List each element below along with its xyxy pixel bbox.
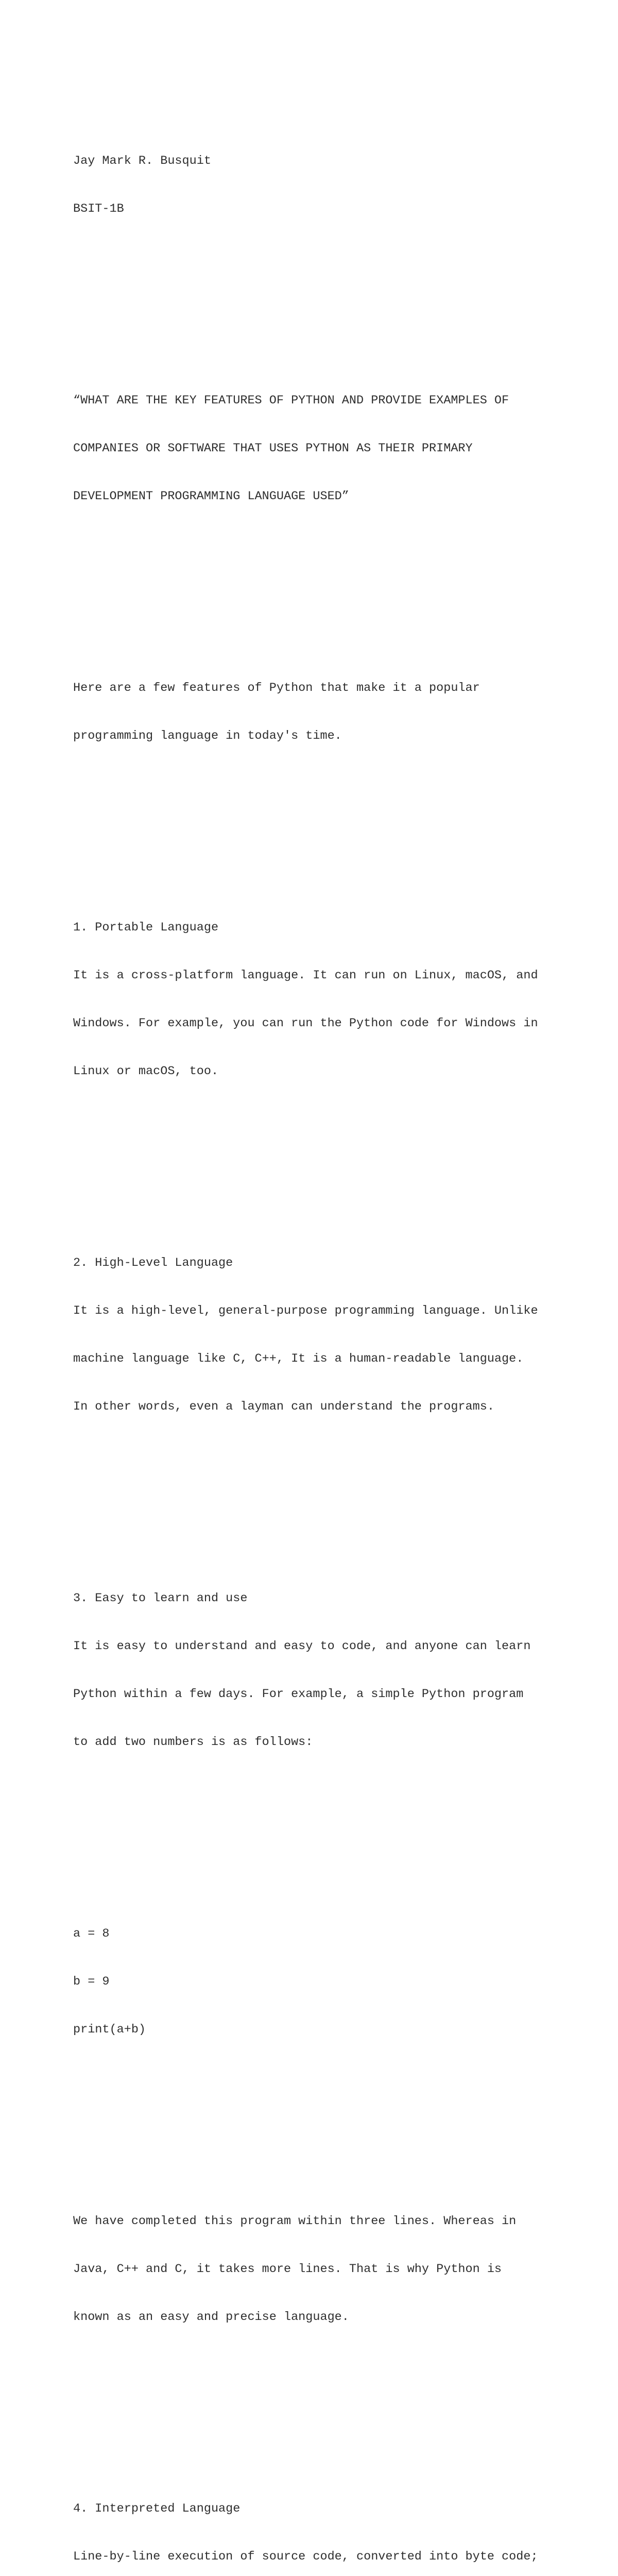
code-line: b = 9	[73, 1975, 110, 1989]
spacer	[73, 1495, 588, 1511]
feature-heading: 1. Portable Language	[73, 921, 219, 935]
note-line: Java, C++ and C, it takes more lines. That is why Python is	[73, 2262, 502, 2276]
author-name: Jay Mark R. Busquit	[73, 154, 211, 168]
question-title	[73, 361, 588, 536]
note-line: known as an easy and precise language.	[73, 2310, 349, 2324]
feature-high-level	[73, 1223, 588, 1447]
question-line: “WHAT ARE THE KEY FEATURES OF PYTHON AND PROVIDE EXAMPLES OF	[73, 394, 509, 408]
code-line: print(a+b)	[73, 2023, 146, 2037]
feature-portable	[73, 888, 588, 1111]
question-line: COMPANIES OR SOFTWARE THAT USES PYTHON AS THEIR PRIMARY	[73, 442, 473, 455]
spacer	[73, 2117, 588, 2133]
intro-line: programming language in today's time.	[73, 729, 342, 743]
note-line: We have completed this program within three lines. Whereas in	[73, 2214, 517, 2228]
feature-heading: 4. Interpreted Language	[73, 2502, 241, 2516]
feature-heading: 2. High-Level Language	[73, 1256, 233, 1270]
intro-paragraph	[73, 648, 588, 776]
feature-easy	[73, 1558, 588, 1782]
spacer	[73, 1159, 588, 1175]
feature-line: Python within a few days. For example, a simple Python program	[73, 1687, 524, 1701]
feature-line: Line-by-line execution of source code, converted into byte code;	[73, 2550, 538, 2564]
code-line: a = 8	[73, 1927, 110, 1941]
spacer	[73, 2405, 588, 2421]
intro-line: Here are a few features of Python that make it a popular	[73, 681, 480, 695]
feature-line: It is easy to understand and easy to code, and anyone can learn	[73, 1639, 531, 1653]
feature-line: Windows. For example, you can run the Python code for Windows in	[73, 1016, 538, 1030]
spacer	[73, 1830, 588, 1846]
feature-line: In other words, even a layman can understand the programs.	[73, 1400, 494, 1414]
feature-line: It is a high-level, general-purpose programming language. Unlike	[73, 1304, 538, 1318]
author-section: BSIT-1B	[73, 202, 124, 216]
feature-interpreted	[73, 2469, 588, 2576]
feature-line: machine language like C, C++, It is a human-readable language.	[73, 1352, 524, 1366]
feature-heading: 3. Easy to learn and use	[73, 1591, 248, 1605]
spacer	[73, 824, 588, 840]
feature-line: It is a cross-platform language. It can run on Linux, macOS, and	[73, 969, 538, 982]
spacer	[73, 584, 588, 600]
author-header	[73, 121, 588, 249]
code-note	[73, 2181, 588, 2357]
document-page	[73, 73, 588, 2576]
question-line: DEVELOPMENT PROGRAMMING LANGUAGE USED”	[73, 489, 349, 503]
code-example	[73, 1894, 588, 2070]
spacer	[73, 297, 588, 313]
feature-line: to add two numbers is as follows:	[73, 1735, 313, 1749]
feature-line: Linux or macOS, too.	[73, 1064, 219, 1078]
